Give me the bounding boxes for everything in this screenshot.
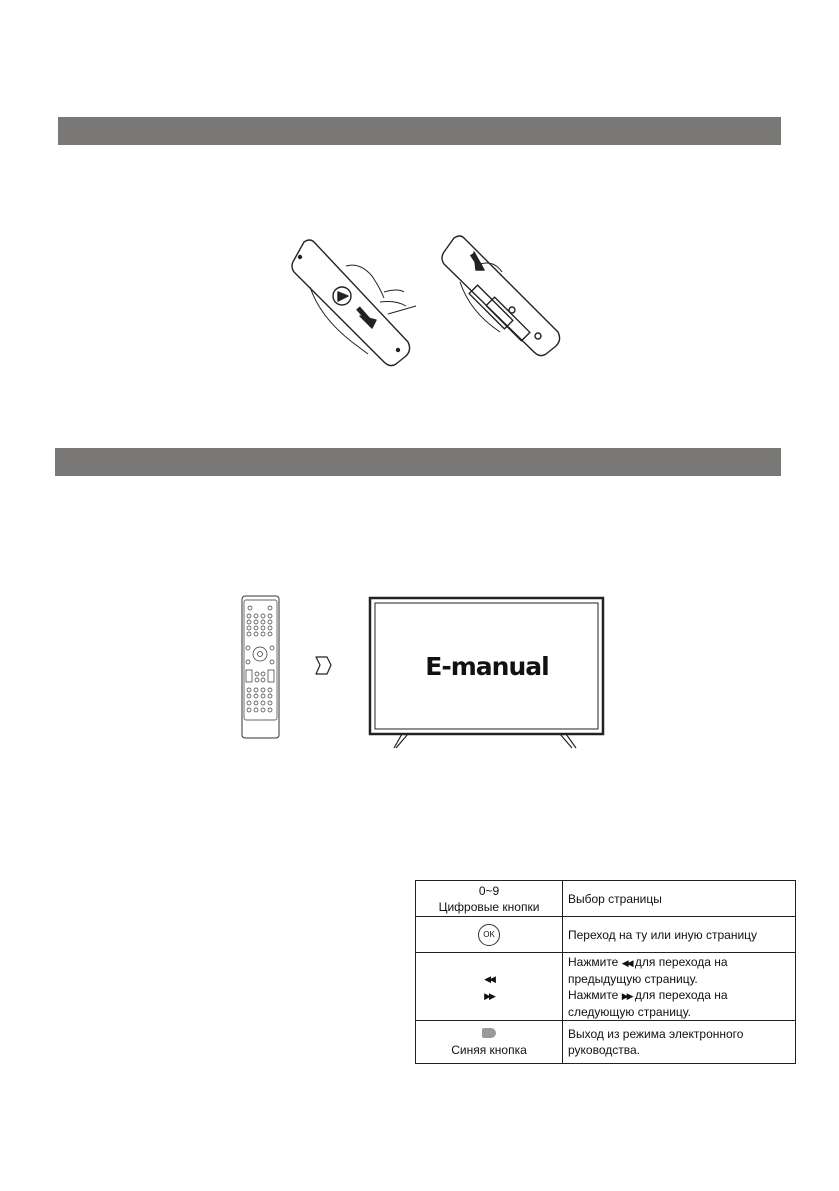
fast-forward-icon: ▶▶: [484, 990, 494, 1001]
table-row: [416, 917, 796, 953]
rewind-icon: ◀◀: [621, 957, 632, 968]
table-cell-desc: Переход на ту или иную страницу: [563, 917, 796, 953]
section-header-bar-2: [55, 448, 781, 476]
key-digits-sub: Цифровые кнопки: [438, 899, 540, 914]
table-cell-desc: Выбор страницы: [563, 881, 796, 917]
table-cell-desc: Выход из режима электронного руководства.: [563, 1021, 796, 1064]
battery-install-illustration: [280, 232, 580, 372]
table-cell-key: [416, 1021, 563, 1064]
tv-screen-emanual-text: E-manual: [425, 652, 549, 681]
table-cell-key: [416, 881, 563, 917]
blue-key-label: Синяя кнопка: [451, 1043, 527, 1057]
table-row: [416, 881, 796, 917]
table-cell-key: [416, 953, 563, 1021]
fast-forward-icon: ▶▶: [621, 990, 632, 1001]
rewind-icon: ◀◀: [484, 973, 494, 984]
blue-button-icon: [482, 1028, 496, 1038]
remote-back-cover-illustration: [292, 240, 410, 366]
emanual-key-table: [415, 880, 796, 1064]
chevron-right-icon: [316, 657, 331, 674]
section-header-bar-1: [58, 117, 781, 145]
remote-open-battery-illustration: [442, 236, 560, 356]
table-row: [416, 1021, 796, 1064]
table-row: [416, 953, 796, 1021]
table-cell-desc: Нажмите ◀◀ для перехода на предыдущую страницу. Нажмите ▶▶ для перехода на следующую страницу.: [563, 953, 796, 1021]
ok-button-icon: OK: [478, 924, 500, 946]
key-digits-label: 0~9: [478, 883, 500, 898]
table-cell-key: [416, 917, 563, 953]
remote-control-illustration: [242, 596, 279, 738]
